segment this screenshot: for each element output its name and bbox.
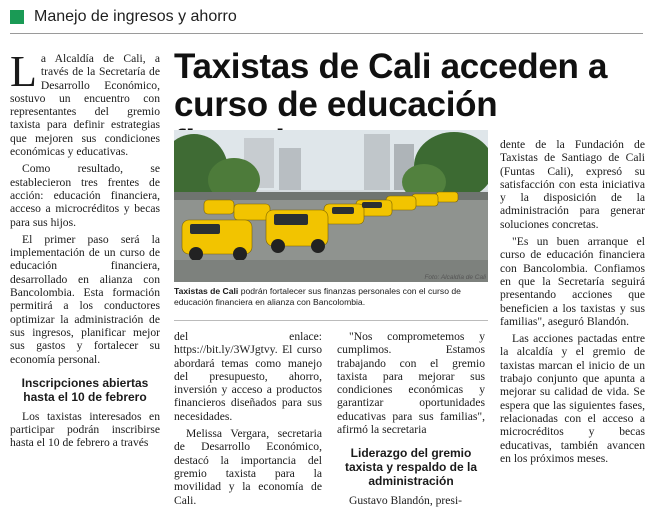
section-title: Manejo de ingresos y ahorro	[34, 8, 237, 25]
article-column-2	[174, 330, 322, 511]
article-paragraph: Gustavo Blandón, presi-	[349, 494, 463, 508]
taxi-photo-illustration	[174, 130, 488, 282]
subheading-inscripciones: Inscripciones abiertas hasta el 10 de febrero	[21, 375, 149, 404]
photo-caption	[174, 286, 488, 307]
article-headline: Taxistas de Cali acceden a curso de educación	[174, 47, 608, 124]
article-column-4	[500, 138, 645, 469]
article-paragraph: Los taxistas interesados en participar podrán inscribirse hasta el 10 de febrero a través	[10, 409, 160, 450]
caption-divider	[174, 320, 488, 321]
intro-text: a Alcaldía de Cali, a través de la Secretaría de Desarrollo Económico, sostuvo un encuentro con representantes del gremio taxista para definir estrategias que mejoren sus condiciones económicas y educativas.	[10, 52, 160, 159]
caption-text: podrán fortalecer sus finanzas personales con el curso de educación financiera en alianza con Bancolombia.	[174, 286, 461, 307]
dropcap: L	[10, 47, 37, 96]
subheading-liderazgo: Liderazgo del gremio taxista y respaldo de la administración	[344, 446, 478, 489]
article-intro	[10, 47, 160, 159]
article-paragraph: dente de la Fundación de Taxistas de Santiago de Cali (Funtas Cali), expresó su satisfacción con esta iniciativa y la disposición de la administración para generar soluciones concretas.	[500, 138, 645, 231]
article-paragraph: El primer paso será la implementación de un curso de educación financiera, desarrollado en alianza con Bancolombia. Esta formación permitirá a los conductores optimizar la administración de sus ingresos, planificar mejor sus gastos y fortalecer su economía personal.	[10, 232, 160, 366]
article-paragraph: Las acciones pactadas entre la alcaldía y el gremio de taxistas marcan el inicio de un trabajo conjunto que apunta a mejorar su calidad de vida. Se espera que las siguientes fases, relacionadas con el acceso a microcréditos y becas educativas, también avancen en los próximos meses.	[500, 332, 645, 465]
article-paragraph: "Es un buen arranque el curso de educación financiera con Bancolombia. Confiamos en que la Secretaría seguirá presentando acciones que beneficien a los taxistas y sus familias", aseguró Blandón.	[500, 235, 645, 328]
article-column-3	[337, 330, 485, 512]
article-column-1	[10, 47, 160, 454]
article-paragraph: "Nos comprometemos y cumplimos. Estamos trabajando con el gremio taxista para mejorar sus condiciones económicas y garantizar oportunidades educativas para sus familias", afirmó la secretaria	[337, 330, 485, 437]
article-paragraph: del enlace: https://bit.ly/3WJgtvy. El curso abordará temas como manejo del presupuesto, ahorro, inversión y acceso a productos financieros diseñados para sus necesidades.	[174, 330, 322, 423]
article-paragraph: Como resultado, se establecieron tres frentes de acción: educación financiera, acceso a microcréditos y becas para sus hijos.	[10, 162, 160, 229]
photo-credit: Foto: Alcaldía de Cali	[424, 274, 486, 281]
section-divider	[10, 33, 643, 34]
article-paragraph: Melissa Vergara, secretaria de Desarrollo Económico, destacó la importancia del gremio taxista para la movilidad y la economía de Cali.	[174, 427, 322, 507]
caption-lead: Taxistas de Cali	[174, 286, 239, 296]
taxi-photo	[174, 130, 488, 282]
section-marker-icon	[10, 10, 24, 24]
section-header	[10, 6, 237, 28]
